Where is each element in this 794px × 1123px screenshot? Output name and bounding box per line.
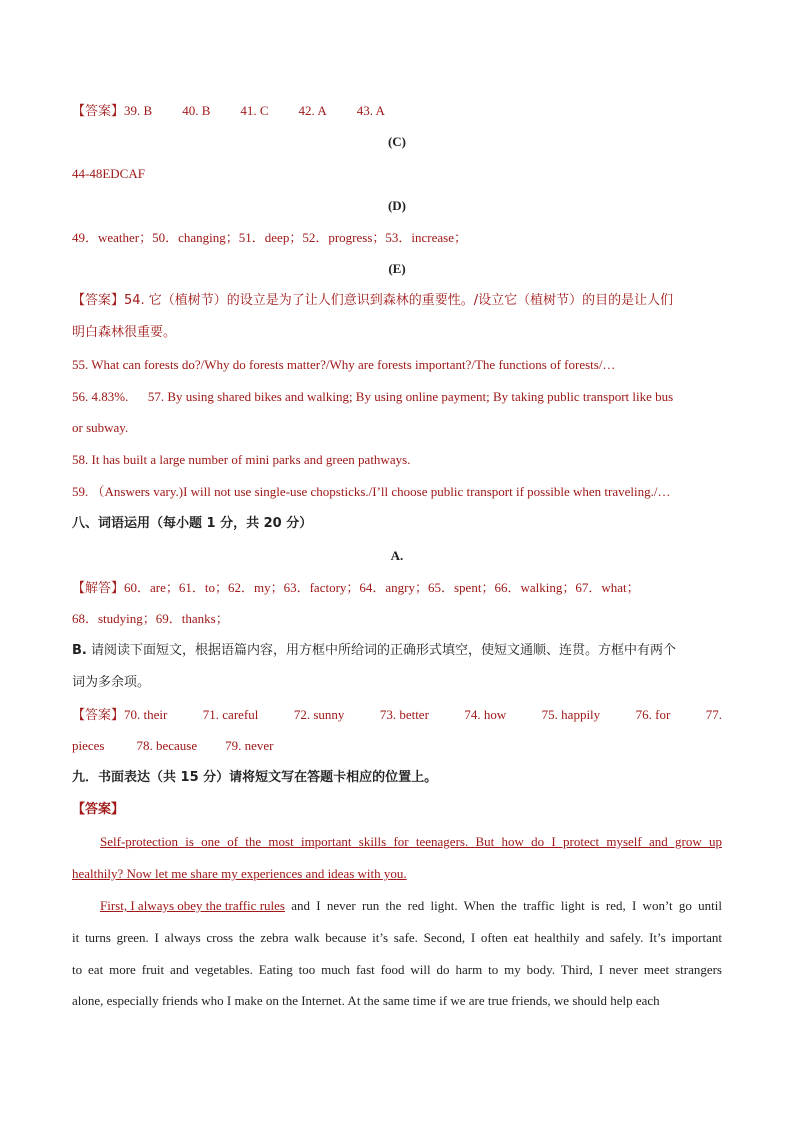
part8-a-answer-line2: 68．studying；69．thanks； <box>72 611 229 626</box>
essay-p2-line1: First, I always obey the traffic rules and I never run the red light. When the traffic light is red, I won’t go until <box>100 896 722 916</box>
section-e-heading: (E) <box>388 261 406 276</box>
part8-title: 八、词语运用（每小题 1 分，共 20 分） <box>72 516 313 531</box>
section-c-answer: 44-48EDCAF <box>72 166 145 181</box>
essay-p2-line3: to eat more fruit and vegetables. Eating too much fast food will do harm to my body. Third, I never meet strangers <box>72 962 722 977</box>
section-d-heading: (D) <box>387 198 407 213</box>
answer-item: 39. B <box>124 103 153 118</box>
essay-p1-line1: Self-protection is one of the most important skills for teenagers. But how do I protect myself and grow up <box>100 834 722 849</box>
essay-p2-line2: it turns green. I always cross the zebra walk because it’s safe. Second, I often eat healthily and safely. It’s important <box>72 930 722 945</box>
section-c-heading: (C) <box>387 134 407 149</box>
answer-item: 43. A <box>356 103 385 118</box>
part8-b-answers-line2: pieces 78. because 79. never <box>72 738 274 753</box>
answer-tag: 【答案】 <box>72 104 125 119</box>
essay-highlight: First, I always obey the traffic rules <box>100 898 285 913</box>
answer-item: 42. A <box>298 103 327 118</box>
q57-answer-cont: or subway. <box>72 420 129 435</box>
part8-b-instruction-line1: B. 请阅读下面短文，根据语篇内容，用方框中所给词的正确形式填空，使短文通顺、连贯。方框中有两个 <box>72 643 677 658</box>
q54-line2: 明白森林很重要。 <box>72 325 177 340</box>
answer-tag: 【答案】 <box>72 708 125 723</box>
part8-sub-a: A. <box>390 548 404 563</box>
answers-39-43 <box>72 101 385 122</box>
section-d-answer: 49．weather；50．changing；51．deep；52．progress；53．increase； <box>72 230 467 245</box>
part8-b-instruction-line2: 词为多余项。 <box>72 675 151 690</box>
part8-a-answer-line1: 【解答】60．are；61．to；62．my；63．factory；64．angry；65．spent；66．walking；67．what； <box>72 580 640 595</box>
q54-line1: 【答案】54. 它（植树节）的设立是为了让人们意识到森林的重要性。/设立它（植树节）的目的是让人们 <box>72 293 674 308</box>
q56-57-answer: 56. 4.83%. 57. By using shared bikes and walking; By using online payment; By taking public transport like bus <box>72 389 674 404</box>
answer-item: 41. C <box>240 103 269 118</box>
answer-item: 40. B <box>182 103 211 118</box>
part8-b-label: B. <box>72 643 87 658</box>
part8-b-answers-line1: 【答案】70. their 71. careful 72. sunny 73. better 74. how 75. happily 76. for 77. <box>72 707 722 723</box>
essay-p1-line2: healthily? Now let me share my experiences and ideas with you. <box>72 866 407 881</box>
q58-answer: 58. It has built a large number of mini parks and green pathways. <box>72 452 411 467</box>
q59-answer: 59. （Answers vary.)I will not use single-use chopsticks./I’ll choose public transport if possible when traveling./… <box>72 484 671 499</box>
q55-answer: 55. What can forests do?/Why do forests matter?/Why are forests important?/The functions of forests/… <box>72 357 616 372</box>
part9-title: 九．书面表达（共 15 分）请将短文写在答题卡相应的位置上。 <box>72 770 438 785</box>
essay-p2-line4: alone, especially friends who I make on the Internet. At the same time if we are true friends, we should help each <box>72 993 660 1008</box>
part9-answer-tag: 【答案】 <box>72 802 125 817</box>
